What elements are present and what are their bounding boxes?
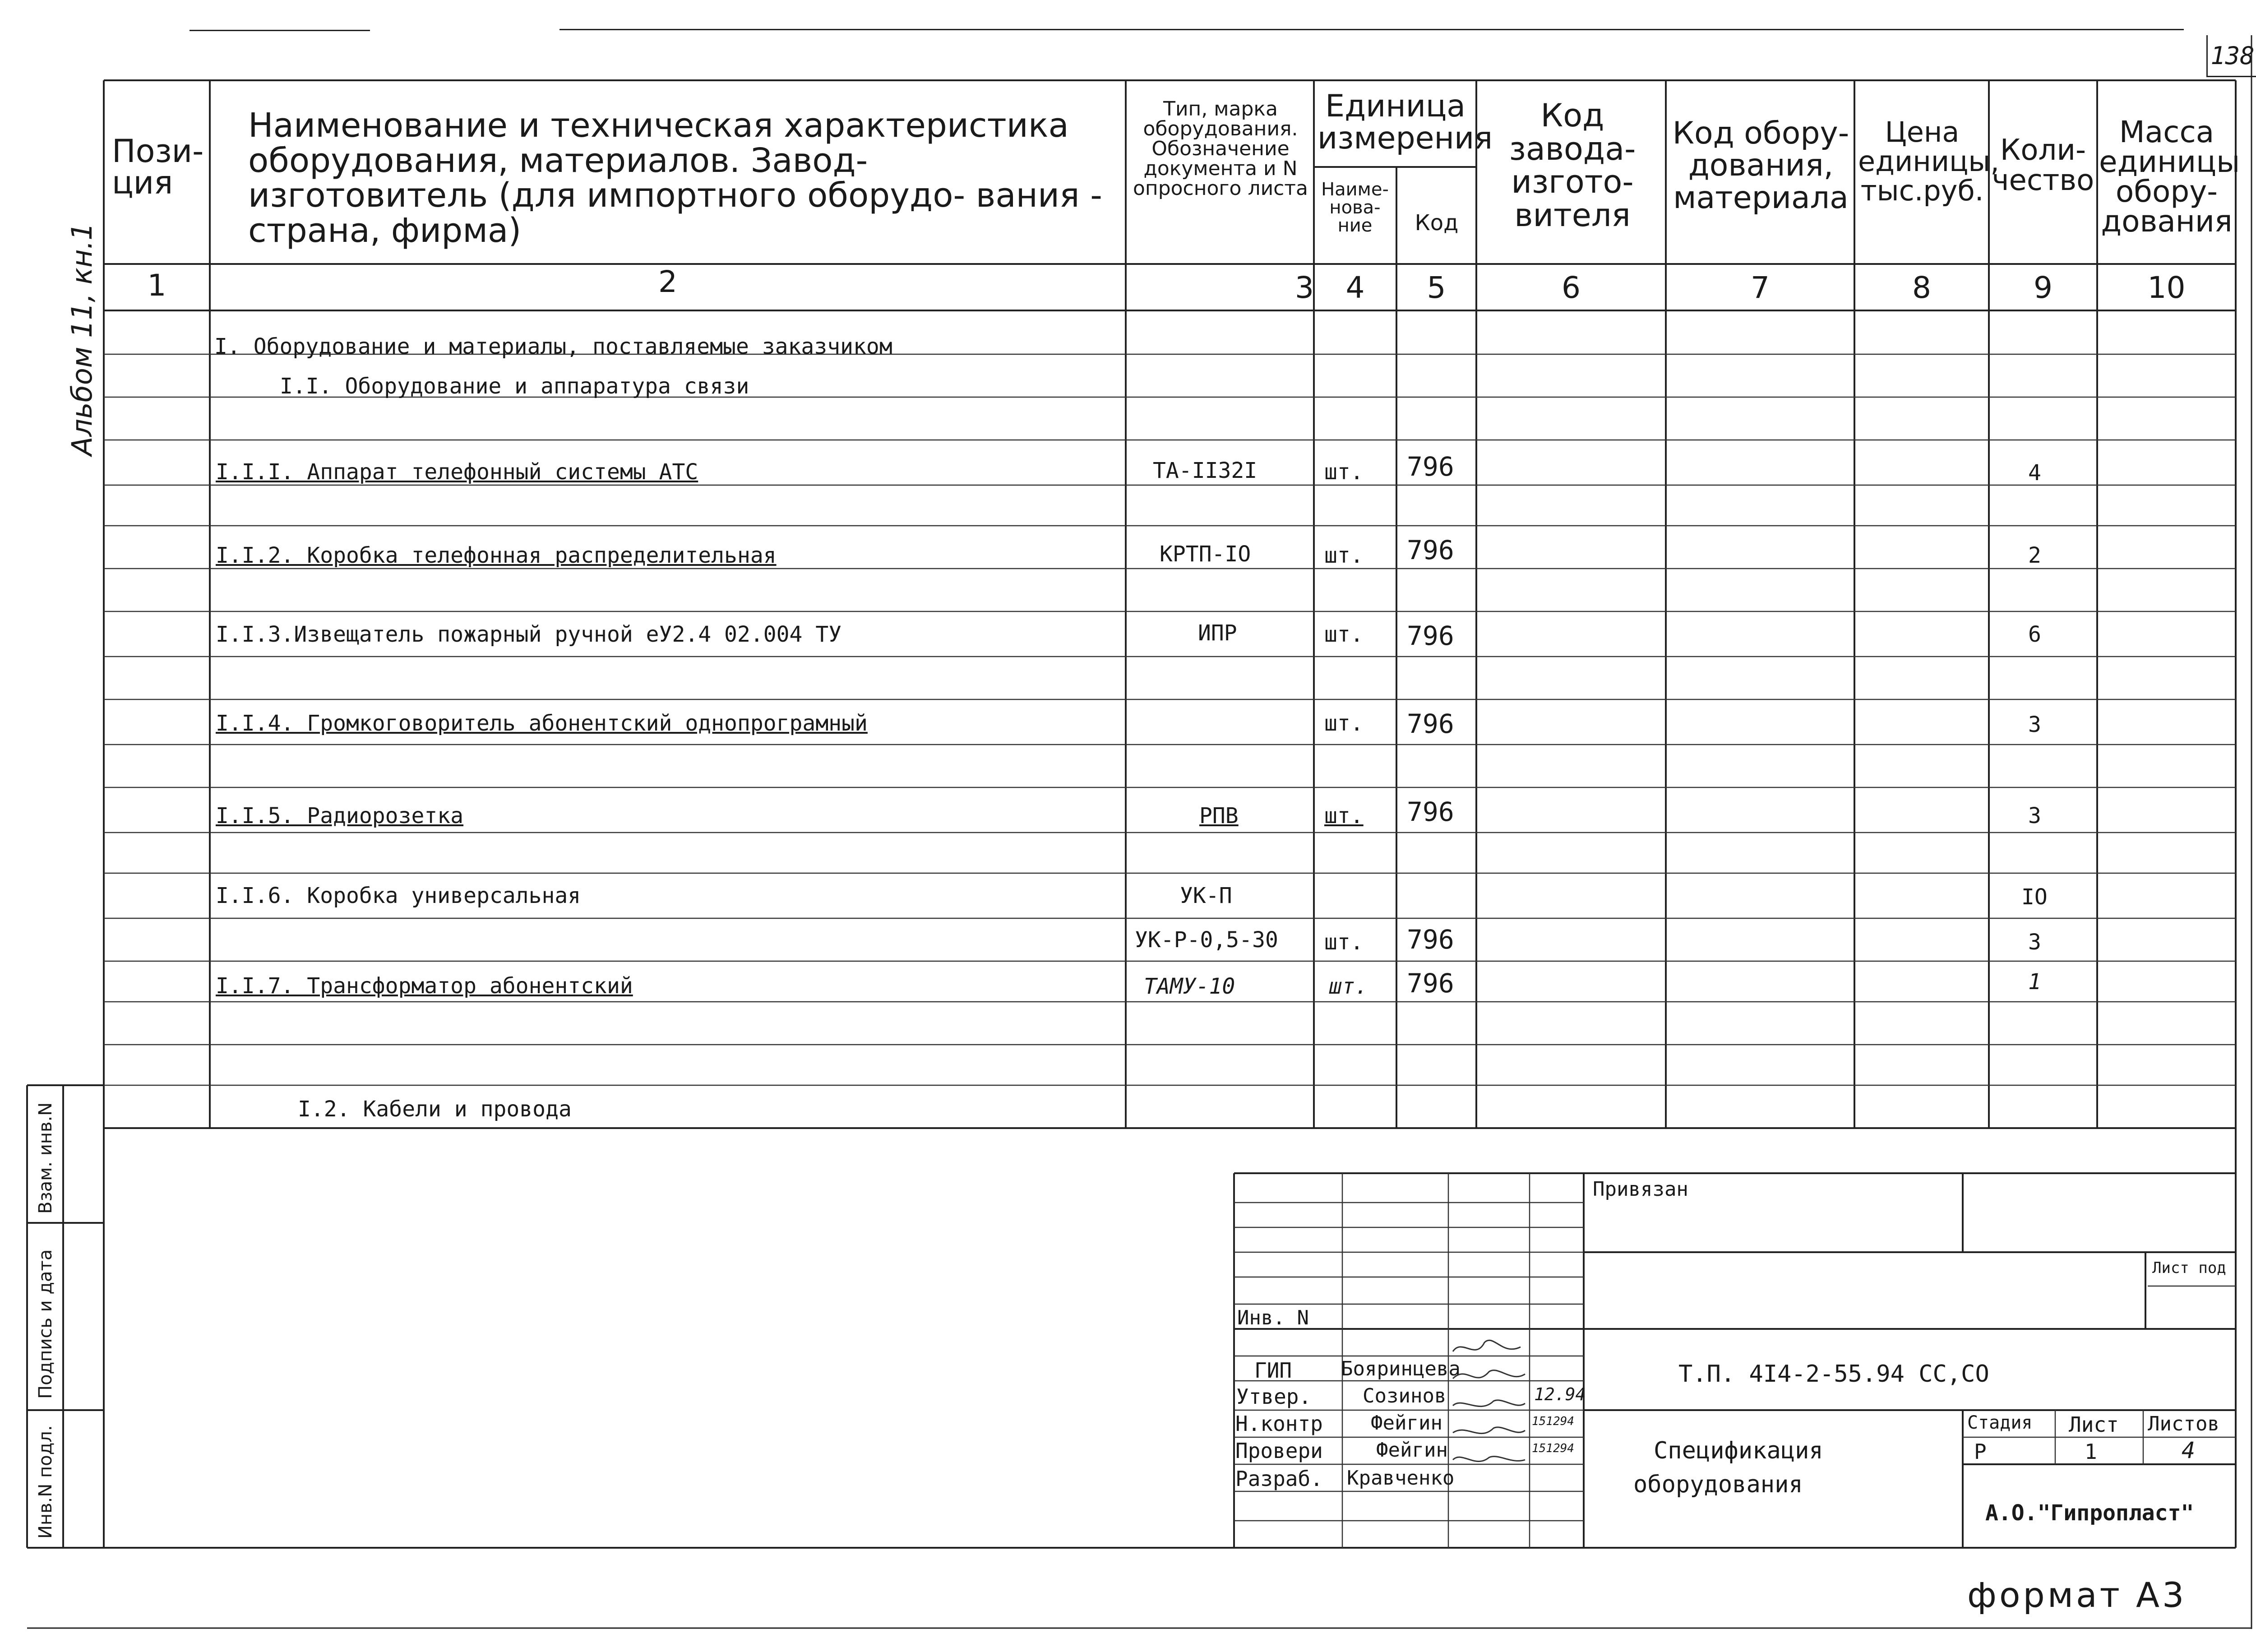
col-header-price: Цена единицы, тыс.руб.	[1858, 116, 1999, 208]
stadia-label: Стадия	[1967, 1412, 2033, 1433]
row-qty: 6	[2028, 622, 2041, 647]
row-code: 796	[1407, 535, 1454, 565]
row-code: 796	[1407, 796, 1454, 827]
row-type: УК-П	[1180, 883, 1232, 908]
row-name: I.I.I. Аппарат телефонный системы АТС	[216, 459, 698, 485]
sheet-number: 138	[2206, 35, 2256, 77]
row-name: I.I.5. Радиорозетка	[216, 803, 464, 828]
row-code: 796	[1407, 968, 1454, 999]
title-line2: оборудования	[1633, 1471, 1803, 1498]
side-stamp-vzam: Взам. инв.N	[35, 1102, 56, 1214]
row-name: I.I.3.Извещатель пожарный ручной еУ2.4 02.004 ТУ	[216, 622, 842, 647]
row-name: I.I.4. Громкоговоритель абонентский однопрограмный	[216, 711, 868, 736]
row-name: I.2. Кабели и провода	[298, 1097, 572, 1122]
row-code: 796	[1407, 708, 1454, 739]
row-name: I.I.2. Коробка телефонная распределительная	[216, 543, 777, 568]
col-number-9: 9	[2034, 270, 2053, 305]
row-qty: 3	[2028, 712, 2041, 737]
col-number-7: 7	[1751, 270, 1770, 305]
row-unit: шт.	[1324, 803, 1364, 828]
col-header-type: Тип, марка оборудования. Обозначение документа и N опросного листа	[1133, 97, 1308, 200]
row-name: I.I.7. Трансформатор абонентский	[216, 973, 633, 999]
row-unit: шт.	[1324, 459, 1364, 485]
row-code: 796	[1407, 620, 1454, 651]
col-header-unit-group: Единица измерения	[1318, 88, 1493, 157]
col-header-unit-name: Наиме- нова- ние	[1321, 179, 1389, 236]
title-line1: Спецификация	[1654, 1437, 1823, 1464]
col-number-1: 1	[147, 268, 166, 303]
listov-value: 4	[2182, 1437, 2196, 1463]
row-qty: 3	[2028, 803, 2041, 828]
col-header-position: Пози- ция	[112, 133, 204, 201]
designation: Т.П. 4I4-2-55.94 СС,СО	[1678, 1360, 1989, 1388]
row-name: I.I. Оборудование и аппаратура связи	[280, 374, 749, 399]
col-number-2: 2	[658, 264, 677, 299]
person-date: 151294	[1532, 1442, 1574, 1455]
col-number-8: 8	[1912, 270, 1931, 305]
person-date: 151294	[1532, 1415, 1574, 1428]
col-header-factory-code: Код завода- изгото- вителя	[1509, 97, 1636, 234]
col-header-equipment-code: Код обору- дования, материала	[1672, 116, 1849, 216]
row-qty: 4	[2028, 460, 2041, 486]
list-pod-label: Лист под	[2152, 1259, 2226, 1277]
signatures	[1448, 1329, 1530, 1518]
row-name: I.I.6. Коробка универсальная	[216, 883, 581, 908]
col-number-6: 6	[1562, 270, 1581, 305]
row-qty: IO	[2021, 884, 2048, 910]
person-role: ГИП	[1254, 1358, 1292, 1383]
row-qty: 1	[2028, 969, 2041, 995]
person-name: Бояринцева	[1341, 1357, 1461, 1380]
org-name: А.О."Гипропласт"	[1985, 1500, 2194, 1526]
inv-no-label: Инв. N	[1237, 1306, 1309, 1329]
row-type: КРТП-IO	[1160, 541, 1251, 567]
col-number-3: 3	[1295, 270, 1314, 305]
list-label: Лист	[2069, 1412, 2119, 1437]
row-type: ТАМУ-10	[1144, 974, 1235, 999]
row-unit: шт.	[1324, 711, 1364, 736]
row-unit: шт.	[1329, 974, 1368, 999]
listov-label: Листов	[2148, 1412, 2219, 1435]
row-name: I. Оборудование и материалы, поставляемые заказчиком	[214, 334, 892, 359]
privyazan-label: Привязан	[1593, 1178, 1688, 1201]
row-unit: шт.	[1324, 543, 1364, 568]
row-code: 796	[1407, 451, 1454, 482]
person-role: Провери	[1235, 1439, 1323, 1463]
row-code: 796	[1407, 924, 1454, 955]
side-stamp-podpis: Подпись и дата	[35, 1249, 56, 1399]
format-label: формат А3	[1967, 1575, 2187, 1615]
person-role: Н.контр	[1235, 1411, 1323, 1436]
col-number-5: 5	[1427, 270, 1446, 305]
col-number-10: 10	[2147, 270, 2186, 305]
row-type: УК-Р-0,5-30	[1135, 927, 1278, 953]
album-note: Альбом 11, кн.1	[65, 222, 98, 456]
row-type: РПВ	[1199, 803, 1239, 828]
person-role: Утвер.	[1236, 1384, 1312, 1409]
person-name: Кравченко	[1347, 1467, 1455, 1490]
row-qty: 2	[2028, 543, 2041, 568]
col-header-mass: Масса единицы обору- дования	[2099, 115, 2240, 239]
side-stamp-inv: Инв.N подл.	[35, 1425, 56, 1539]
col-header-name: Наименование и техническая характеристика оборудования, материалов. Завод-изготовитель (для импортного оборудо- вания - страна, фирма)	[248, 106, 1102, 250]
person-role: Разраб.	[1235, 1467, 1323, 1491]
person-date: 12.94	[1534, 1384, 1586, 1404]
person-name: Фейгин	[1376, 1439, 1448, 1462]
person-name: Созинов	[1363, 1384, 1447, 1407]
list-value: 1	[2085, 1439, 2097, 1464]
row-unit: шт.	[1324, 622, 1364, 647]
row-qty: 3	[2028, 930, 2041, 955]
stadia-value: Р	[1974, 1439, 1987, 1464]
col-header-unit-code: Код	[1415, 210, 1459, 236]
col-number-4: 4	[1345, 270, 1365, 305]
row-unit: шт.	[1324, 930, 1364, 955]
person-name: Фейгин	[1371, 1411, 1442, 1435]
row-type: ТА-II32I	[1153, 458, 1257, 483]
col-header-quantity: Коли- чество	[1992, 134, 2094, 198]
row-type: ИПР	[1198, 620, 1237, 646]
